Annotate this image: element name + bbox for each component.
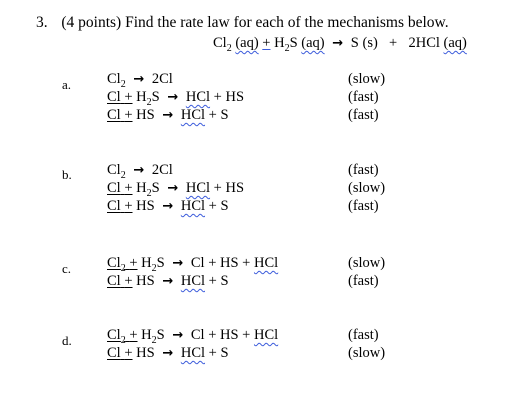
step-plus2: +: [208, 327, 217, 343]
step-plus2: +: [213, 89, 222, 105]
overall-aq3: (aq): [443, 35, 467, 51]
step-reactant2: H: [141, 327, 152, 343]
step-reactant1: Cl: [107, 327, 121, 343]
overall-reaction: [213, 35, 467, 54]
mechanism-d-step1-rate: (fast): [348, 327, 379, 343]
step-plus2: +: [208, 273, 217, 289]
step-product2: HS: [225, 89, 245, 105]
step-plus2: +: [208, 255, 217, 271]
question-number: 3.: [36, 14, 48, 31]
overall-product1: S (s): [350, 35, 378, 51]
step-reactant2: HS: [136, 345, 155, 361]
step-reactant1: Cl: [107, 198, 121, 214]
step-plus: +: [124, 180, 133, 196]
step-reactant2-rest: S: [156, 255, 165, 271]
step-plus: +: [129, 255, 138, 271]
mechanism-a-step3: [107, 107, 229, 124]
step-reactant2: H: [141, 255, 152, 271]
step-reactant-sub: 2: [120, 78, 126, 90]
mechanism-a-step2-rate: (fast): [348, 89, 379, 105]
step-reactant2: HS: [136, 107, 155, 123]
step-reactants: [107, 89, 133, 105]
step-reactant2: HS: [136, 198, 155, 214]
step-product1: HCl: [180, 273, 206, 289]
step-reactant1-sub: 2: [120, 262, 126, 274]
arrow-icon: →: [162, 346, 174, 361]
step-reactant2-sub: 2: [146, 96, 152, 108]
mechanism-b-step2: [107, 180, 244, 199]
step-reactant1: Cl: [107, 255, 121, 271]
mechanism-a-step1: [107, 71, 173, 90]
step-reactant2: H: [136, 180, 147, 196]
step-reactant2-rest: S: [151, 89, 160, 105]
step-product2: HS: [220, 255, 239, 271]
step-product3: HCl: [253, 327, 279, 343]
step-product2: HS: [220, 327, 239, 343]
step-product1: HCl: [185, 89, 211, 105]
step-product2: HS: [225, 180, 245, 196]
mechanism-c-step1-rate: (slow): [348, 255, 386, 271]
step-plus2: +: [213, 180, 222, 196]
step-reactant1: Cl: [107, 89, 121, 105]
overall-cl2-sub: 2: [226, 42, 232, 54]
overall-h2s: H: [274, 35, 285, 51]
step-product2: S: [220, 345, 229, 361]
arrow-icon: →: [167, 181, 179, 196]
overall-aq1: (aq): [235, 35, 259, 51]
step-reactant1: Cl: [107, 345, 121, 361]
step-plus3: +: [242, 255, 251, 271]
step-reactant2: H: [136, 89, 147, 105]
mechanism-d-step2-rate: (slow): [348, 345, 386, 361]
step-plus: +: [124, 345, 133, 361]
arrow-icon: →: [162, 108, 174, 123]
overall-cl2: Cl: [213, 35, 227, 51]
mechanism-b-step3: [107, 198, 229, 215]
step-product: 2Cl: [151, 71, 173, 87]
step-reactant2-rest: S: [151, 180, 160, 196]
step-reactants: [107, 273, 133, 289]
mechanism-b-step3-rate: (fast): [348, 198, 379, 214]
step-reactant1-sub: 2: [120, 334, 126, 346]
overall-h2s-rest: S: [289, 35, 298, 51]
mechanism-b-step1-rate: (fast): [348, 162, 379, 178]
step-product1: HCl: [180, 198, 206, 214]
step-product1: Cl: [190, 255, 205, 271]
step-reactant1: Cl: [107, 273, 121, 289]
mechanism-c-step1: [107, 255, 278, 274]
step-reactants: [107, 198, 133, 214]
step-reactant1: Cl: [107, 180, 121, 196]
step-product1: HCl: [185, 180, 211, 196]
step-reactant-sub: 2: [120, 169, 126, 181]
step-reactant2: HS: [136, 273, 155, 289]
arrow-icon: →: [133, 163, 145, 178]
arrow-icon: →: [172, 256, 184, 271]
mechanism-a-step3-rate: (fast): [348, 107, 379, 123]
mechanism-d-step1: [107, 327, 278, 346]
step-plus2: +: [208, 107, 217, 123]
overall-plus2: +: [389, 35, 398, 51]
question-header: [36, 14, 449, 32]
mechanism-b-step1: [107, 162, 173, 181]
arrow-icon: →: [332, 36, 344, 51]
overall-product2: 2HCl: [408, 35, 440, 51]
step-plus3: +: [242, 327, 251, 343]
mechanism-a-step2: [107, 89, 244, 108]
arrow-icon: →: [133, 72, 145, 87]
step-reactant2-sub: 2: [151, 262, 157, 274]
mechanism-label-a: a.: [62, 77, 72, 92]
mechanism-c-step2-rate: (fast): [348, 273, 379, 289]
step-reactant: Cl: [107, 71, 121, 87]
step-plus: +: [124, 89, 133, 105]
arrow-icon: →: [172, 328, 184, 343]
mechanism-c-step2: [107, 273, 229, 290]
step-reactant1: Cl: [107, 107, 121, 123]
step-plus: +: [124, 273, 133, 289]
overall-plus: +: [262, 35, 271, 51]
step-reactants: [107, 255, 138, 274]
step-reactants: [107, 107, 133, 123]
step-product2: S: [220, 198, 229, 214]
arrow-icon: →: [162, 199, 174, 214]
step-product1: Cl: [190, 327, 205, 343]
step-reactant2-rest: S: [156, 327, 165, 343]
step-plus2: +: [208, 345, 217, 361]
step-plus: +: [124, 107, 133, 123]
mechanism-label-c: c.: [62, 261, 72, 276]
step-reactants: [107, 180, 133, 196]
step-reactant2-sub: 2: [151, 334, 157, 346]
arrow-icon: →: [167, 90, 179, 105]
mechanism-b-step2-rate: (slow): [348, 180, 386, 196]
step-product3: HCl: [253, 255, 279, 271]
step-plus: +: [129, 327, 138, 343]
step-product1: HCl: [180, 107, 206, 123]
step-product2: S: [220, 273, 229, 289]
step-product: 2Cl: [151, 162, 173, 178]
arrow-icon: →: [162, 274, 174, 289]
step-reactant: Cl: [107, 162, 121, 178]
overall-h2s-sub: 2: [284, 42, 290, 54]
step-product1: HCl: [180, 345, 206, 361]
step-plus2: +: [208, 198, 217, 214]
mechanism-label-b: b.: [62, 167, 72, 182]
step-product2: S: [220, 107, 229, 123]
mechanism-d-step2: [107, 345, 229, 362]
mechanism-a-step1-rate: (slow): [348, 71, 386, 87]
step-reactant2-sub: 2: [146, 187, 152, 199]
step-plus: +: [124, 198, 133, 214]
step-reactants: [107, 345, 133, 361]
mechanism-label-d: d.: [62, 333, 72, 348]
question-text: (4 points) Find the rate law for each of the mechanisms below.: [61, 14, 449, 31]
overall-aq2: (aq): [301, 35, 325, 51]
step-reactants: [107, 327, 138, 346]
